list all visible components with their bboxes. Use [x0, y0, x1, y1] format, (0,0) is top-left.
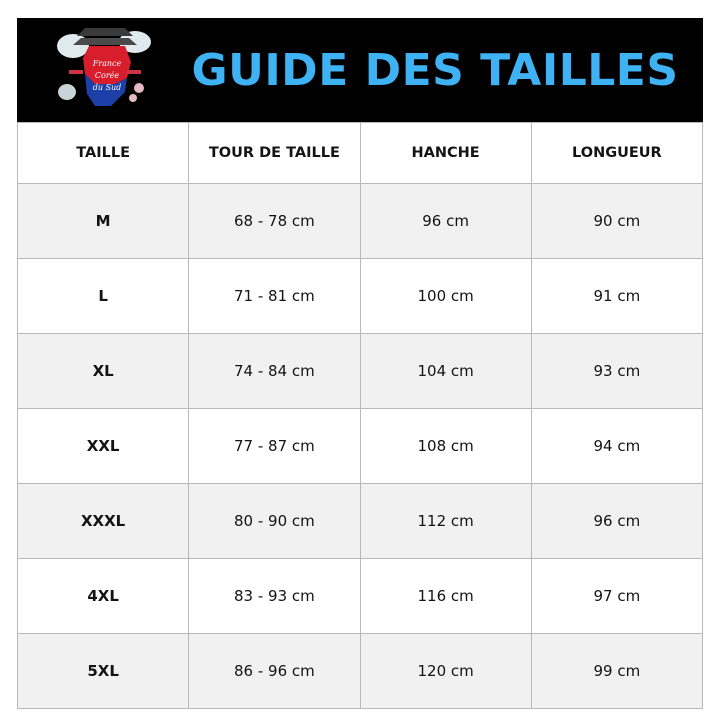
length-cell: 91 cm: [531, 259, 702, 334]
table-row: [18, 409, 703, 484]
logo-text-line3: du Sud: [92, 83, 122, 92]
hip-cell: 96 cm: [360, 184, 531, 259]
length-cell: 96 cm: [531, 484, 702, 559]
length-cell: 93 cm: [531, 334, 702, 409]
size-cell: 5XL: [18, 634, 189, 709]
waist-cell: 74 - 84 cm: [189, 334, 360, 409]
column-header-hip: HANCHE: [360, 123, 531, 184]
column-header-waist: TOUR DE TAILLE: [189, 123, 360, 184]
length-cell: 99 cm: [531, 634, 702, 709]
size-cell: L: [18, 259, 189, 334]
header-banner: [17, 18, 703, 122]
table-row: [18, 634, 703, 709]
logo-text-line2: Corée: [94, 71, 120, 80]
waist-cell: 80 - 90 cm: [189, 484, 360, 559]
size-cell: M: [18, 184, 189, 259]
size-guide: [17, 18, 703, 709]
table-row: [18, 559, 703, 634]
hip-cell: 116 cm: [360, 559, 531, 634]
hip-cell: 120 cm: [360, 634, 531, 709]
size-cell: XXL: [18, 409, 189, 484]
size-table: [17, 122, 703, 709]
table-row: [18, 259, 703, 334]
table-row: [18, 484, 703, 559]
logo-text-line1: France: [92, 59, 122, 68]
hip-cell: 100 cm: [360, 259, 531, 334]
column-header-length: LONGUEUR: [531, 123, 702, 184]
size-cell: XL: [18, 334, 189, 409]
page-title: GUIDE DES TAILLES: [191, 44, 679, 96]
table-row: [18, 184, 703, 259]
waist-cell: 71 - 81 cm: [189, 259, 360, 334]
table-row: [18, 334, 703, 409]
waist-cell: 83 - 93 cm: [189, 559, 360, 634]
size-cell: 4XL: [18, 559, 189, 634]
waist-cell: 68 - 78 cm: [189, 184, 360, 259]
hip-cell: 112 cm: [360, 484, 531, 559]
column-header-size: TAILLE: [18, 123, 189, 184]
length-cell: 94 cm: [531, 409, 702, 484]
brand-logo: [55, 18, 155, 122]
waist-cell: 86 - 96 cm: [189, 634, 360, 709]
waist-cell: 77 - 87 cm: [189, 409, 360, 484]
hip-cell: 108 cm: [360, 409, 531, 484]
size-cell: XXXL: [18, 484, 189, 559]
length-cell: 97 cm: [531, 559, 702, 634]
table-header-row: [18, 123, 703, 184]
hip-cell: 104 cm: [360, 334, 531, 409]
length-cell: 90 cm: [531, 184, 702, 259]
